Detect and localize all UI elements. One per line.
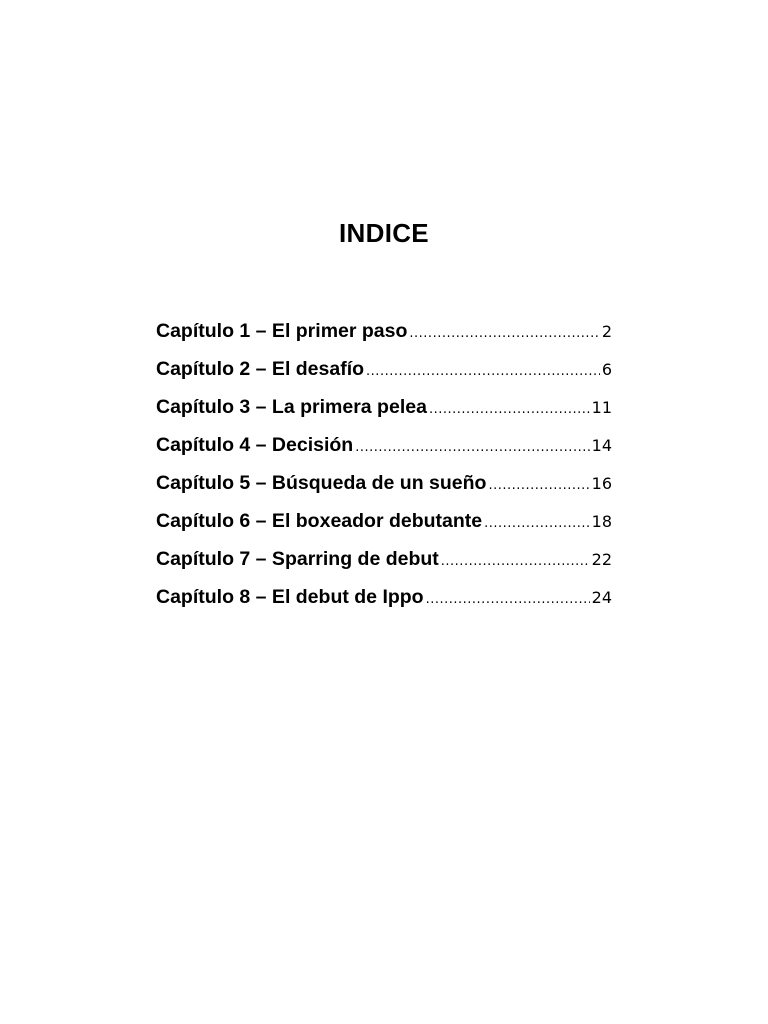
toc-entry[interactable] — [156, 314, 612, 352]
dot-leader — [484, 507, 590, 541]
toc-entry-page-number: 24 — [591, 588, 612, 607]
toc-entry-page-number: 6 — [601, 360, 612, 379]
dot-leader — [429, 393, 590, 427]
toc-entry[interactable] — [156, 428, 612, 466]
dot-leader — [355, 431, 589, 465]
table-of-contents — [156, 314, 612, 618]
toc-entry-title: Capítulo 2 – El desafío — [156, 358, 365, 380]
toc-entry[interactable] — [156, 352, 612, 390]
toc-entry[interactable] — [156, 542, 612, 580]
toc-entry-title: Capítulo 1 – El primer paso — [156, 320, 408, 342]
dot-leader — [488, 469, 589, 503]
toc-entry[interactable] — [156, 466, 612, 504]
toc-entry-page-number: 22 — [591, 550, 612, 569]
toc-entry[interactable] — [156, 580, 612, 618]
dot-leader — [441, 545, 590, 579]
dot-leader — [409, 317, 599, 351]
toc-entry-title: Capítulo 3 – La primera pelea — [156, 396, 427, 418]
toc-entry-page-number: 16 — [591, 474, 612, 493]
dot-leader — [366, 355, 600, 389]
toc-entry[interactable] — [156, 504, 612, 542]
toc-entry-title: Capítulo 4 – Decisión — [156, 434, 354, 456]
toc-entry-title: Capítulo 5 – Búsqueda de un sueño — [156, 472, 487, 494]
toc-entry-page-number: 2 — [601, 322, 612, 341]
page-title: INDICE — [339, 218, 429, 249]
toc-entry-title: Capítulo 6 – El boxeador debutante — [156, 510, 483, 532]
dot-leader — [426, 583, 590, 617]
toc-entry-page-number: 14 — [591, 436, 612, 455]
toc-entry-page-number: 18 — [591, 512, 612, 531]
toc-entry-title: Capítulo 7 – Sparring de debut — [156, 548, 439, 570]
toc-entry-page-number: 11 — [591, 398, 612, 417]
toc-entry-title: Capítulo 8 – El debut de Ippo — [156, 586, 424, 608]
toc-entry[interactable] — [156, 390, 612, 428]
